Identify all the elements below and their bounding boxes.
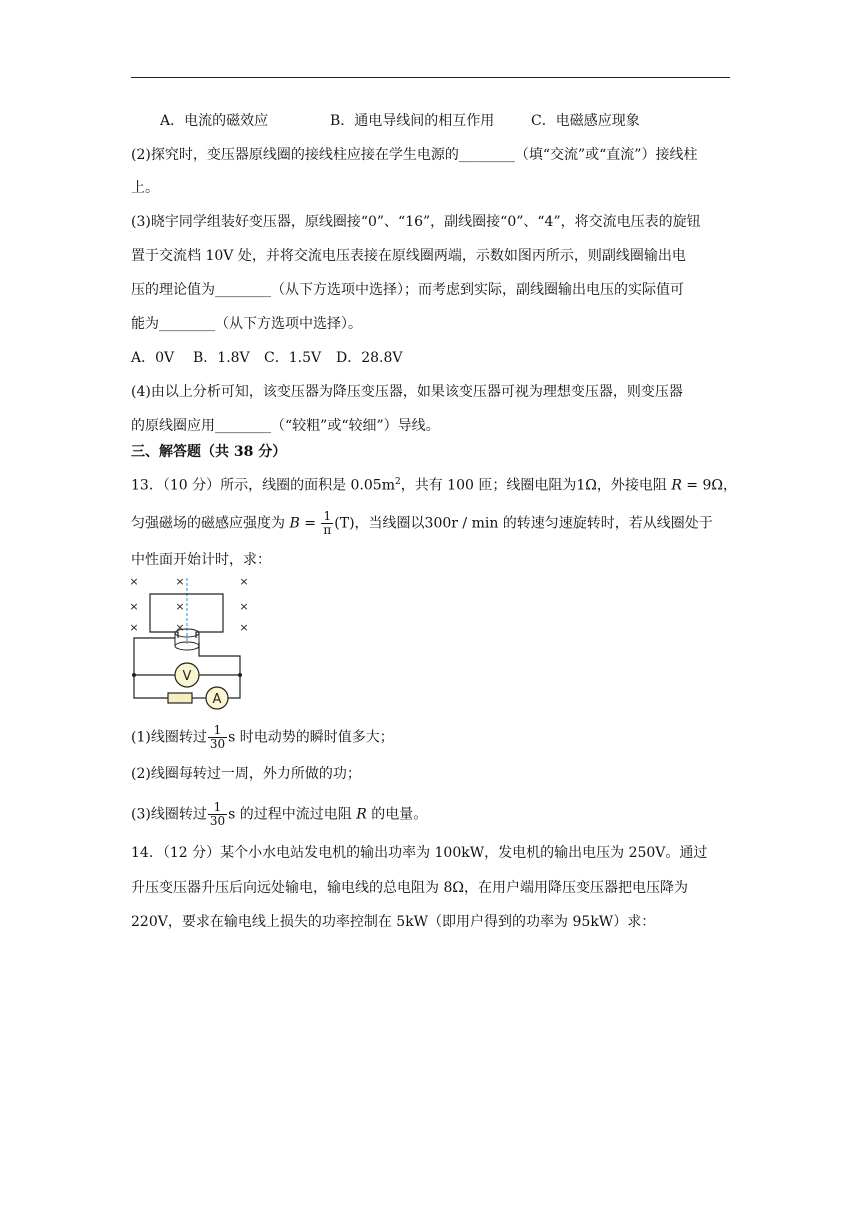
q13-sub3-numerator: 1 [208,801,227,815]
external-wire [134,638,175,698]
field-mark: × [175,576,185,588]
junction-dot [238,673,242,677]
q13-sub3-denominator: 30 [209,814,226,828]
option-b: B．通电导线间的相互作用 [330,113,495,129]
junction-dot [132,673,136,677]
q2-line2: 上。 [131,180,159,196]
q13-fraction-numerator: 1 [321,510,333,524]
q13-sub1-numerator: 1 [208,724,227,738]
q2-line1: (2)探究时，变压器原线圈的接线柱应接在学生电源的________（填“交流”或“直流”）接线柱 [131,147,698,163]
field-mark: × [129,621,139,634]
q14-line2: 升压变压器升压后向远处输电，输电线的总电阻为 8Ω，在用户端用降压变压器把电压降为 [131,880,688,896]
q3-line3: 压的理论值为________（从下方选项中选择）；而考虑到实际，副线圈输出电压的实际值可 [131,282,684,298]
option-a: A．电流的磁效应 [160,113,269,129]
q3-line2: 置于交流档 10V 处，并将交流电压表接在原线圈两端，示数如图丙所示，则副线圈输出电 [131,248,686,264]
q13-sub3-fraction [208,801,227,828]
section-title: 三、解答题（共 38 分） [131,444,287,460]
q13-sub3 [131,801,731,828]
q13-line1-text-b: ，共有 100 匝；线圈电阻为1Ω，外接电阻 [400,477,672,494]
q13-sub1-fraction [208,724,227,751]
q13-line1-text-a: 13．（10 分）所示，线圈的面积是 0.05m [131,477,395,494]
q13-sub1-text-b: s 时电动势的瞬时值多大； [228,729,394,746]
field-mark: × [239,576,249,588]
ammeter-label: A [212,692,222,707]
field-mark: × [239,621,249,634]
choice-b: B．1.8V [193,350,250,366]
q13-line1 [131,472,738,496]
field-mark: × [175,621,185,634]
q14-line3: 220V，要求在输电线上损失的功率控制在 5kW（即用户得到的功率为 95kW）求： [131,914,656,930]
q13-field-var: B [289,515,300,532]
q13-sub3-var: R [356,806,367,823]
q14-line1: 14．（12 分）某个小水电站发电机的输出功率为 100kW，发电机的输出电压为 250V。通过 [131,845,708,861]
q13-area-exponent: 2 [394,477,401,487]
option-c: C．电磁感应现象 [531,113,640,129]
choice-d: D．28.8V [336,350,403,366]
q13-sub3-text-c: 的电量。 [366,806,428,823]
q13-sub1 [131,724,731,751]
q3-line1: (3)晓宇同学组装好变压器，原线圈接“0”、“16”，副线圈接“0”、“4”，将交流电压表的旋钮 [131,214,701,230]
resistor-icon [168,693,192,703]
circuit-diagram [128,576,252,712]
choice-a: A．0V [131,350,175,366]
q13-line1-text-c: = 9Ω， [681,477,738,494]
field-mark: × [129,600,139,613]
q4-line2: 的原线圈应用________（“较粗”或“较细”）导线。 [131,418,440,434]
q3-line4: 能为________（从下方选项中选择）。 [131,316,362,332]
header-rule [131,77,730,78]
q13-sub1-denominator: 30 [209,737,226,751]
q13-line2-text-b: (T)，当线圈以300r / min 的转速匀速旋转时，若从线圈处于 [334,515,713,532]
field-mark: × [175,600,185,613]
q4-line1: (4)由以上分析可知，该变压器为降压变压器，如果该变压器可视为理想变压器，则变压器 [131,384,683,400]
q13-line2 [131,510,731,537]
q13-sub2: (2)线圈每转过一周，外力所做的功； [131,766,361,782]
q13-field-fraction [321,510,333,537]
q13-line2-eq: = [299,515,321,532]
choice-c: C．1.5V [264,350,322,366]
q13-sub3-text-a: (3)线圈转过 [131,806,207,823]
q13-fraction-denominator: π [323,523,332,537]
field-mark: × [129,576,139,588]
q13-sub1-text-a: (1)线圈转过 [131,729,207,746]
q13-line2-text-a: 匀强磁场的磁感应强度为 [131,515,290,532]
q13-resistance-var: R [671,477,682,494]
q13-line3: 中性面开始计时，求： [131,552,271,568]
field-mark: × [239,600,249,613]
voltmeter-label: V [182,669,192,684]
q13-sub3-text-b: s 的过程中流过电阻 [228,806,357,823]
